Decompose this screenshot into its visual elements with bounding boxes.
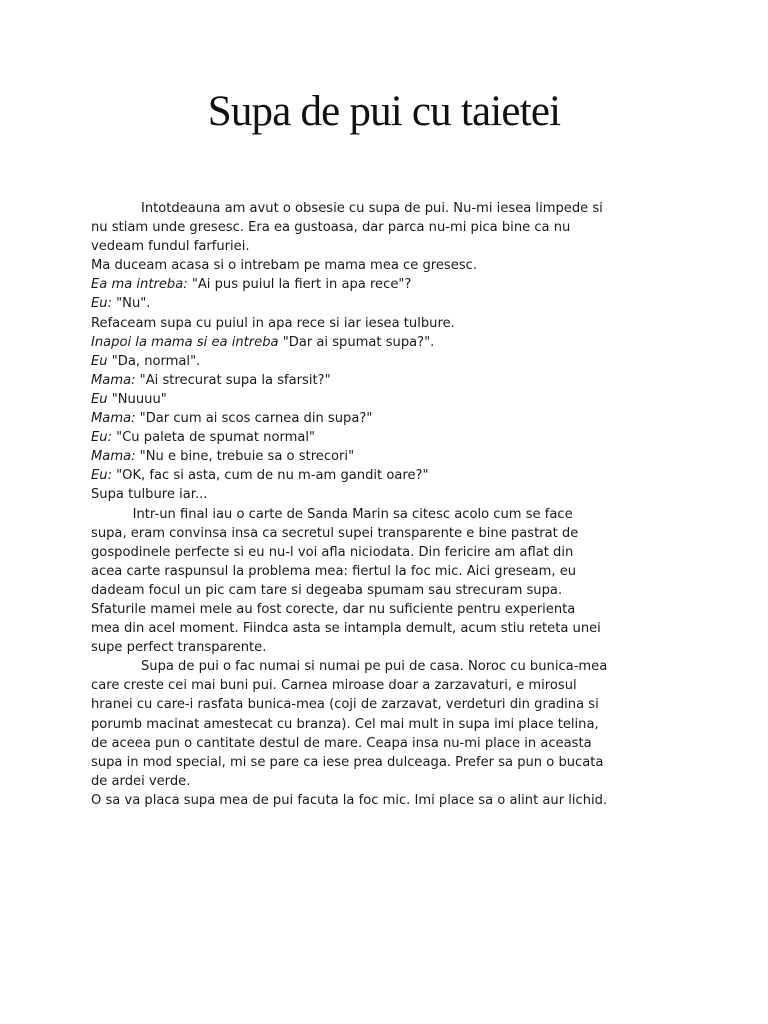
line-text: care creste cei mai buni pui. Carnea miroase doar a zarzavaturi, e mirosul <box>91 678 577 694</box>
body-line <box>91 275 691 294</box>
body-line <box>91 524 691 543</box>
body-line <box>91 772 691 791</box>
line-text: "Dar cum ai scos carnea din supa?" <box>135 411 373 427</box>
line-text: gospodinele perfecte si eu nu-l voi afla niciodata. Din fericire am aflat din <box>91 544 574 560</box>
body-line <box>91 390 691 409</box>
body-line <box>91 314 691 333</box>
dialogue-speaker: Eu <box>91 391 108 407</box>
document-title: Supa de pui cu taietei <box>207 88 561 135</box>
dialogue-speaker: Eu: <box>91 468 112 484</box>
line-text: "Nu". <box>111 296 151 312</box>
body-line <box>91 657 691 676</box>
line-text: O sa va placa supa mea de pui facuta la foc mic. Imi place sa o alint aur lichid. <box>91 792 608 808</box>
line-text: hranei cu care-i rasfata bunica-mea (coji de zarzavat, verdeturi din gradina si <box>91 697 599 713</box>
dialogue-speaker: Ea ma intreba: <box>91 277 188 293</box>
line-text: "Nuuuu" <box>107 391 167 407</box>
body-line <box>91 676 691 695</box>
line-text: Intotdeauna am avut o obsesie cu supa de pui. Nu-mi iesea limpede si <box>140 201 603 216</box>
dialogue-speaker: Eu: <box>91 296 112 312</box>
body-line <box>91 428 691 447</box>
body-line <box>91 562 691 581</box>
body-line <box>91 199 691 218</box>
line-text: mea din acel moment. Fiindca asta se intampla demult, acum stiu reteta unei <box>91 621 601 637</box>
paragraph-indent <box>91 507 133 522</box>
document-body <box>91 199 691 810</box>
line-text: Supa de pui o fac numai si numai pe pui de casa. Noroc cu bunica-mea <box>140 659 608 675</box>
paragraph-indent <box>91 659 141 674</box>
body-line <box>91 256 691 275</box>
line-text: supa, eram convinsa insa ca secretul supei transparente e bine pastrat de <box>91 525 579 541</box>
line-text: Ma duceam acasa si o intrebam pe mama mea ce gresesc. <box>91 258 477 274</box>
body-line <box>91 237 691 256</box>
dialogue-speaker: Inapoi la mama si ea intreba <box>91 334 279 350</box>
body-line <box>91 294 691 313</box>
line-text: "Cu paleta de spumat normal" <box>111 430 316 446</box>
line-text: Supa tulbure iar... <box>91 487 208 503</box>
body-line <box>91 218 691 237</box>
body-line <box>91 543 691 562</box>
line-text: "Dar ai spumat supa?". <box>278 334 435 350</box>
body-line <box>91 753 691 772</box>
dialogue-speaker: Eu: <box>91 430 112 446</box>
body-line <box>91 695 691 714</box>
line-text: "OK, fac si asta, cum de nu m-am gandit oare?" <box>111 468 429 484</box>
line-text: "Da, normal". <box>107 353 201 369</box>
body-line <box>91 734 691 753</box>
line-text: vedeam fundul farfuriei. <box>91 239 250 255</box>
body-line <box>91 466 691 485</box>
line-text: Sfaturile mamei mele au fost corecte, dar nu suficiente pentru experienta <box>91 601 576 617</box>
line-text: acea carte raspunsul la problema mea: fiertul la foc mic. Aici greseam, eu <box>91 563 577 579</box>
line-text: dadeam focul un pic cam tare si degeaba spumam sau strecuram supa. <box>91 582 563 598</box>
body-line <box>91 638 691 657</box>
line-text: "Nu e bine, trebuie sa o strecori" <box>135 449 355 465</box>
body-line <box>91 371 691 390</box>
body-line <box>91 352 691 371</box>
body-line <box>91 619 691 638</box>
body-line <box>91 600 691 619</box>
line-text: porumb macinat amestecat cu branza). Cel mai mult in supa imi place telina, <box>91 716 599 732</box>
body-line <box>91 581 691 600</box>
line-text: supa in mod special, mi se pare ca iese prea dulceaga. Prefer sa pun o bucata <box>91 754 604 770</box>
line-text: "Ai pus puiul la fiert in apa rece"? <box>187 277 412 293</box>
line-text: supe perfect transparente. <box>91 640 267 656</box>
dialogue-speaker: Mama: <box>91 372 136 388</box>
dialogue-speaker: Eu <box>91 353 108 369</box>
body-line <box>91 791 691 810</box>
line-text: Intr-un final iau o carte de Sanda Marin sa citesc acolo cum se face <box>132 506 573 522</box>
line-text: "Ai strecurat supa la sfarsit?" <box>135 372 331 388</box>
body-line <box>91 505 691 524</box>
body-line <box>91 715 691 734</box>
line-text: Refaceam supa cu puiul in apa rece si iar iesea tulbure. <box>91 315 455 331</box>
dialogue-speaker: Mama: <box>91 411 136 427</box>
dialogue-speaker: Mama: <box>91 449 136 465</box>
body-line <box>91 333 691 352</box>
line-text: nu stiam unde gresesc. Era ea gustoasa, dar parca nu-mi pica bine ca nu <box>91 220 571 236</box>
line-text: de aceea pun o cantitate destul de mare. Ceapa insa nu-mi place in aceasta <box>91 735 592 751</box>
paragraph-indent <box>91 201 141 216</box>
body-line <box>91 409 691 428</box>
body-line <box>91 447 691 466</box>
body-line <box>91 485 691 504</box>
line-text: de ardei verde. <box>91 773 191 789</box>
